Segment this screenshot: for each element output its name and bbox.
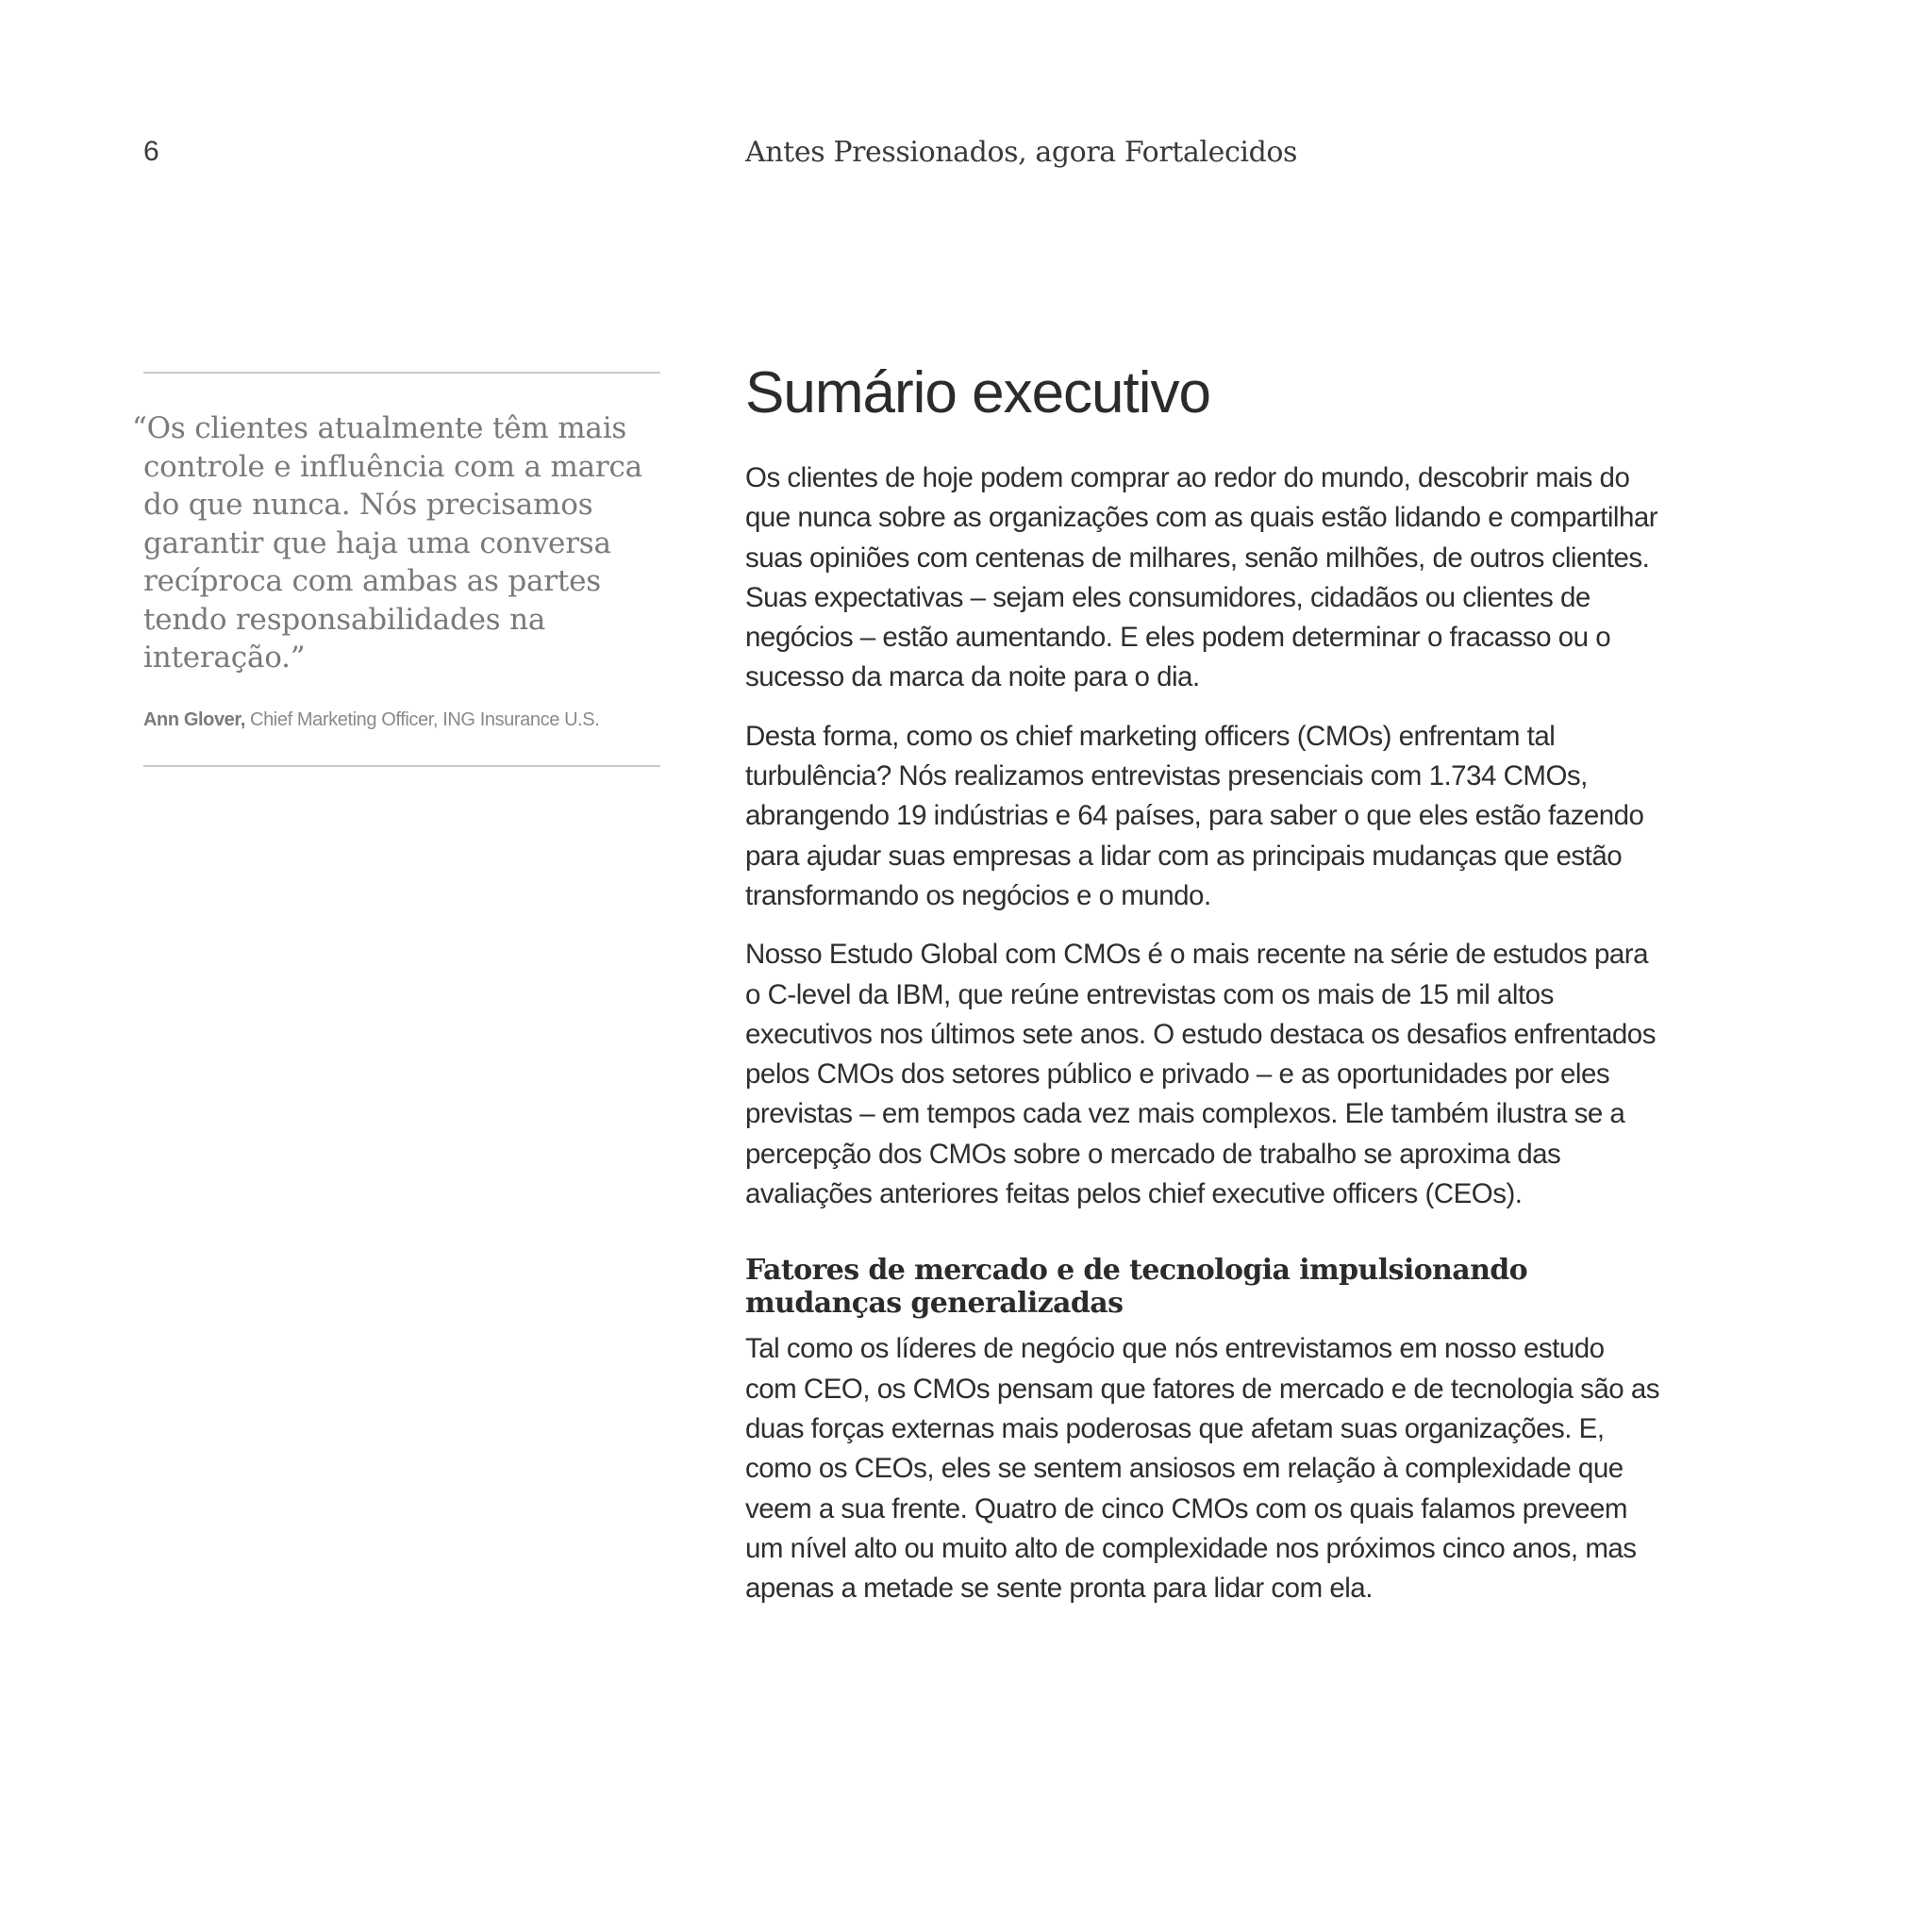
subsection-paragraph: Tal como os líderes de negócio que nós entrevistamos em nosso estudo com CEO, os CMOs pensam que fatores de mercado e de tecnologia são as duas forças externas mais poderosas que afetam suas organizações. E, como os CEOs, eles se sentem ansiosos em relação à complexidade que veem a sua frente. Quatro de cinco CMOs com os quais falamos preveem um nível alto ou muito alto de complexidade nos próximos cinco anos, mas apenas a metade se sente pronta para lidar com ela. [745,1333,1660,1605]
body-paragraph: Nosso Estudo Global com CMOs é o mais recente na série de estudos para o C-level da IBM, que reúne entrevistas com os mais de 15 mil altos executivos nos últimos sete anos. O estudo destaca os desafios enfrentados pelos CMOs dos setores público e privado – e as oportunidades por eles previstas – em tempos cada vez mais complexos. Ele também ilustra se a percepção dos CMOs sobre o mercado de trabalho se aproxima das avaliações anteriores feitas pelos chief executive officers (CEOs). [745,939,1656,1210]
body-paragraph: Os clientes de hoje podem comprar ao redor do mundo, descobrir mais do que nunca sobre as organizações com as quais estão lidando e compartilhar suas opiniões com centenas de milhares, senão milhões, de outros clientes. Suas expectativas – sejam eles consumidores, cidadãos ou clientes de negócios – estão aumentando. E eles podem determinar o fracasso ou o sucesso da marca da noite para o dia. [745,462,1658,693]
quote-author-title: Chief Marketing Officer, ING Insurance U.S. [250,708,600,730]
pull-quote-attribution [143,709,660,731]
section-title: Sumário executivo [745,360,1211,425]
body-paragraph: Desta forma, como os chief marketing officers (CMOs) enfrentam tal turbulência? Nós realizamos entrevistas presenciais com 1.734 CMOs, abrangendo 19 indústrias e 64 países, para saber o que eles estão fazendo para ajudar suas empresas a lidar com as principais mudanças que estão transformando os negócios e o mundo. [745,720,1644,911]
page-number: 6 [143,136,159,167]
subsection-heading: Fatores de mercado e de tecnologia impulsionando mudanças generalizadas [745,1254,1528,1321]
pull-quote [132,372,660,767]
pull-quote-text: “Os clientes atualmente têm mais controle e influência com a marca do que nunca. Nós precisamos garantir que haja uma conversa recíproca com ambas as partes tendo responsabilidades na interação.” [132,411,642,675]
quote-author-name: Ann Glover, [143,708,245,730]
main-content [745,358,1662,1627]
running-header-title: Antes Pressionados, agora Fortalecidos [745,136,1298,169]
